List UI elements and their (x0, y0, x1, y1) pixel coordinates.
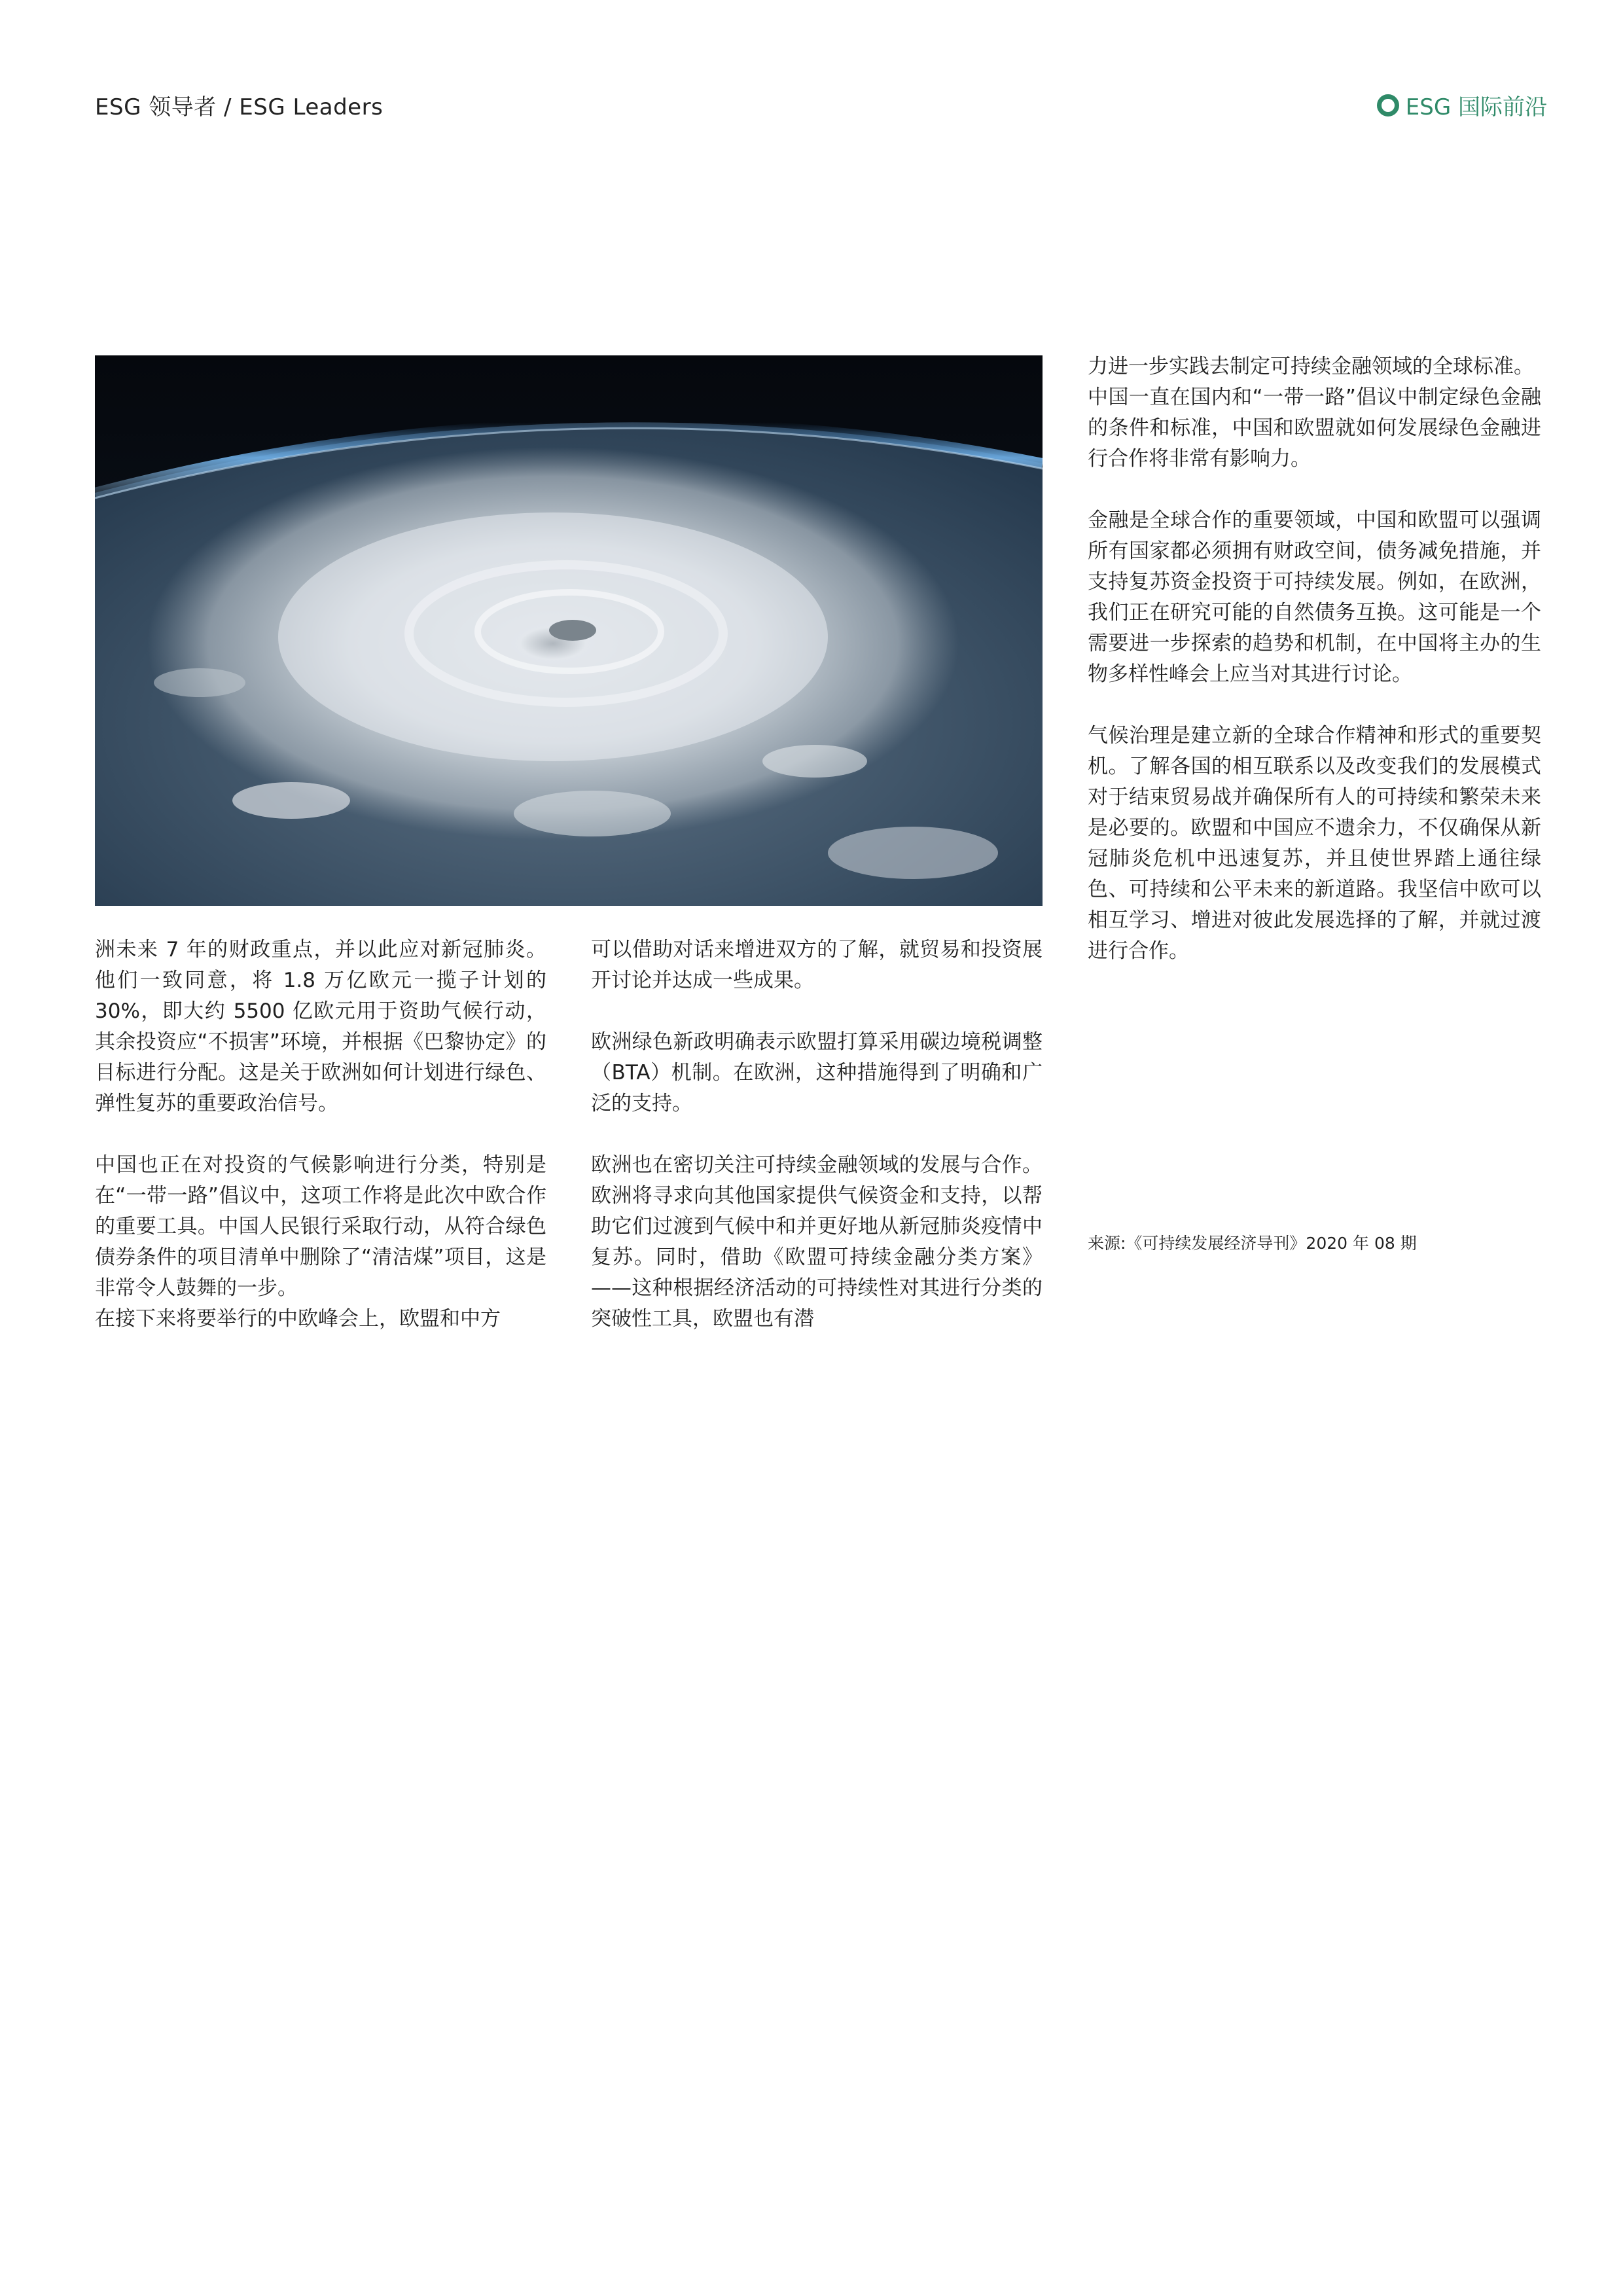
paragraph: 欧洲绿色新政明确表示欧盟打算采用碳边境税调整（BTA）机制。在欧洲，这种措施得到了明确和广泛的支持。 (591, 1030, 1043, 1115)
ring-icon (1377, 94, 1399, 117)
paragraph: 欧洲也在密切关注可持续金融领域的发展与合作。欧洲将寻求向其他国家提供气候资金和支持，以帮助它们过渡到气候中和并更好地从新冠肺炎疫情中复苏。同时，借助《欧盟可持续金融分类方案》——这种根据经济活动的可持续性对其进行分类的突破性工具，欧盟也有潜 (591, 1153, 1043, 1331)
text-column-1 (95, 935, 546, 1335)
paragraph: 在接下来将要举行的中欧峰会上，欧盟和中方 (95, 1307, 501, 1331)
paragraph: 可以借助对话来增进双方的了解，就贸易和投资展开讨论并达成一些成果。 (591, 938, 1043, 992)
section-label-text: ESG 国际前沿 (1405, 94, 1547, 120)
text-column-3 (1088, 351, 1541, 967)
section-label (1377, 89, 1547, 121)
paragraph: 力进一步实践去制定可持续金融领域的全球标准。 (1088, 355, 1534, 378)
paragraph: 中国一直在国内和“一带一路”倡议中制定绿色金融的条件和标准，中国和欧盟就如何发展绿色金融进行合作将非常有影响力。 (1088, 386, 1541, 471)
text-column-2 (591, 935, 1043, 1335)
running-header-title: ESG 领导者 / ESG Leaders (95, 94, 383, 120)
paragraph: 气候治理是建立新的全球合作精神和形式的重要契机。了解各国的相互联系以及改变我们的发展模式对于结束贸易战并确保所有人的可持续和繁荣未来是必要的。欧盟和中国应不遗余力，不仅确保从新冠肺炎危机中迅速复苏，并且使世界踏上通往绿色、可持续和公平未来的新道路。我坚信中欧可以相互学习、增进对彼此发展选择的了解，并就过渡进行合作。 (1088, 724, 1541, 963)
paragraph: 洲未来 7 年的财政重点，并以此应对新冠肺炎。他们一致同意，将 1.8 万亿欧元一揽子计划的 30%，即大约 5500 亿欧元用于资助气候行动，其余投资应“不损害”环境，并根据《巴黎协定》的目标进行分配。这是关于欧洲如何计划进行绿色、弹性复苏的重要政治信号。 (95, 938, 546, 1115)
earth-hurricane-illustration (95, 355, 1043, 906)
source-citation: 来源:《可持续发展经济导刊》2020 年 08 期 (1088, 1234, 1417, 1253)
paragraph: 中国也正在对投资的气候影响进行分类，特别是在“一带一路”倡议中，这项工作将是此次中欧合作的重要工具。中国人民银行采取行动，从符合绿色债券条件的项目清单中删除了“清洁煤”项目，这是非常令人鼓舞的一步。 (95, 1153, 546, 1300)
earth-hurricane-image (95, 355, 1043, 906)
paragraph: 金融是全球合作的重要领域，中国和欧盟可以强调所有国家都必须拥有财政空间，债务减免措施，并支持复苏资金投资于可持续发展。例如，在欧洲，我们正在研究可能的自然债务互换。这可能是一个需要进一步探索的趋势和机制，在中国将主办的生物多样性峰会上应当对其进行讨论。 (1088, 509, 1541, 686)
